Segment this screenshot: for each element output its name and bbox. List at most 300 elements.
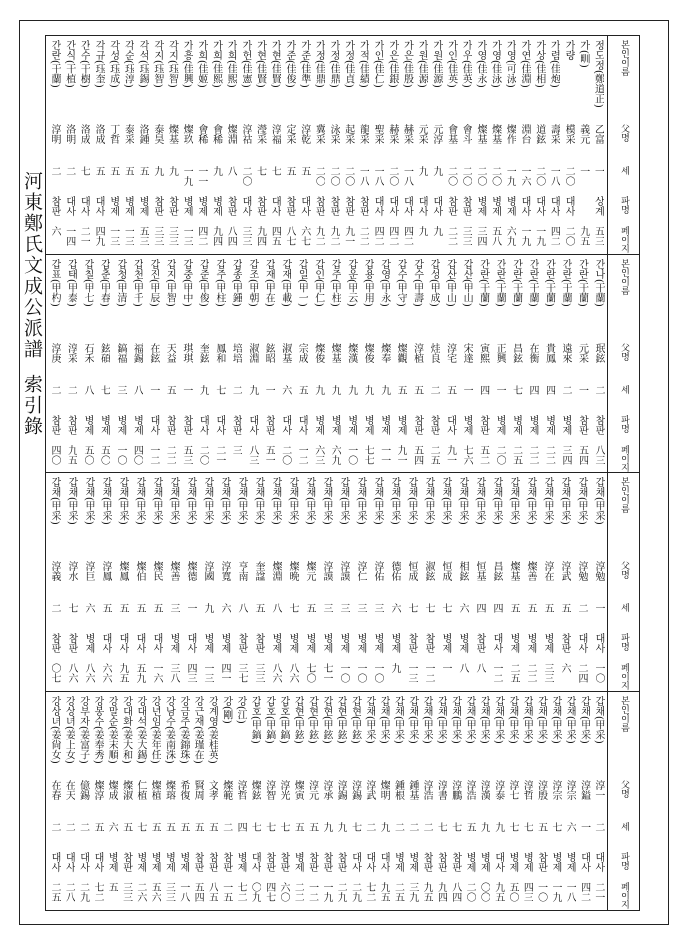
entry-name: 갑현(甲鉉) [349, 695, 361, 744]
father-name: 昌鉉 [491, 561, 502, 581]
page-number: 七一 [321, 663, 332, 683]
generation: 三 [338, 603, 349, 613]
column-header [607, 36, 639, 254]
branch-name: 참판 [164, 414, 176, 435]
generation: 五 [164, 384, 176, 395]
header-label: 세 [619, 821, 629, 831]
generation: 一 [263, 384, 275, 395]
index-entry [120, 692, 133, 911]
father-name: 賢周 [192, 779, 204, 800]
entry-name: 갑채(甲采) [474, 477, 485, 525]
generation: 九 [416, 166, 428, 176]
page-number: 一三 [107, 226, 119, 246]
index-entry [303, 473, 316, 691]
page-number: 四二 [548, 226, 560, 246]
page-number: 五三 [180, 444, 192, 465]
generation: 二〇 [460, 166, 472, 186]
branch-name: 병제 [195, 196, 207, 216]
page-number: 五二 [477, 444, 489, 465]
branch-name: 참판 [313, 196, 325, 216]
branch-name: 참판 [445, 196, 457, 216]
generation: 七 [98, 384, 110, 395]
entry-name: 갑일(甲一) [296, 258, 308, 307]
page-number: 四一 [219, 663, 230, 683]
index-entry [541, 473, 554, 691]
index-entry [136, 36, 149, 254]
generation: 七 [349, 821, 361, 832]
header-label: 본인이름 [619, 258, 629, 295]
father-name: 燦成 [106, 779, 118, 800]
entry-name: 갑조(甲朝) [246, 258, 258, 307]
generation: 五 [149, 821, 161, 832]
father-name: 遠來 [560, 342, 572, 363]
father-name: 泰采 [122, 124, 134, 144]
entry-name: 가(甽) [577, 40, 589, 68]
page-number: 一九 [549, 881, 561, 902]
column-header [607, 473, 639, 691]
entry-name: 가적(佳績) [357, 40, 369, 88]
entry-name: 각석(珏錫) [137, 40, 149, 88]
father-name: 淳謨 [338, 561, 349, 581]
father-name: 模采 [563, 124, 575, 144]
entry-name: 가현(佳賢) [254, 40, 266, 88]
father-name: 鉉昭 [263, 342, 275, 363]
entry-name: 가희(佳熙) [225, 40, 237, 88]
header-label: 父명 [619, 561, 629, 579]
header-label: 세 [619, 166, 629, 175]
index-entry [563, 692, 576, 911]
father-name: 燦淵 [270, 561, 281, 581]
branch-name: 병제 [107, 196, 119, 216]
generation: 一九 [181, 166, 193, 186]
father-name: 淳庚 [49, 342, 60, 363]
branch-name: 대사 [63, 851, 75, 872]
page-number: 八四 [449, 881, 461, 902]
index-entry [114, 255, 127, 473]
index-entry [361, 255, 374, 473]
index-entry [77, 36, 90, 254]
branch-name: 병제 [321, 633, 332, 653]
father-name: 燦晩 [287, 561, 298, 581]
page-number: 六九 [504, 226, 516, 246]
entry-name: 강상녀(姜尙女) [49, 695, 60, 764]
page-number: 四二 [195, 226, 207, 246]
page-number: 三三 [253, 663, 264, 683]
branch-name: 참판 [254, 196, 266, 216]
page-number: 一〇 [338, 663, 349, 683]
entry-name: 가인(佳英) [445, 40, 457, 88]
index-entry [420, 692, 433, 911]
index-entry [463, 692, 476, 911]
branch-name: 병제 [210, 196, 222, 216]
entry-name: 가정(佳鼎) [313, 40, 325, 88]
index-entry [577, 36, 590, 254]
father-name: 赫采 [386, 124, 398, 144]
father-name: 洛成 [93, 124, 105, 144]
generation: 七 [254, 166, 266, 176]
father-name: 在鉉 [147, 342, 159, 363]
branch-name: 대사 [147, 414, 159, 435]
entry-name: 갑청(甲清) [114, 258, 126, 307]
generation: 五 [100, 603, 111, 613]
header-label: 페이지 [619, 226, 629, 253]
branch-name: 참판 [225, 196, 237, 216]
father-name: 淳書 [435, 779, 447, 800]
father-name: 淳元 [306, 779, 318, 800]
generation: 五 [122, 166, 134, 176]
header-label: 본인이름 [619, 477, 629, 513]
generation: 四 [474, 603, 485, 613]
generation: 五 [525, 603, 536, 613]
generation: 四 [543, 384, 555, 395]
page-number: 五三 [592, 226, 604, 246]
page-number: 九 [389, 663, 400, 673]
father-name: 燦民 [151, 561, 162, 581]
generation: 七 [435, 821, 447, 832]
father-name: 寅熙 [477, 342, 489, 363]
page-number: 七〇 [304, 663, 315, 683]
entry-name: 가희(佳姬) [195, 40, 207, 88]
branch-name: 병제 [312, 414, 324, 435]
entry-name: 간란(干蘭) [576, 258, 588, 307]
index-entry [180, 36, 193, 254]
father-name: 珉鉉 [592, 342, 604, 363]
branch-name: 병제 [507, 851, 518, 872]
branch-name: 참판 [421, 851, 433, 872]
index-entry [591, 36, 604, 254]
page-number: 九四 [435, 881, 447, 902]
generation: 二〇 [474, 166, 486, 186]
entry-name: 갑채(甲采) [270, 477, 281, 525]
index-entry [493, 255, 506, 473]
branch-name: 병제 [163, 851, 175, 872]
father-name: 會基 [445, 124, 457, 144]
father-name: 泳采 [328, 124, 340, 144]
father-name: 奎諡 [253, 561, 264, 581]
index-entry [312, 36, 325, 254]
index-entry [92, 36, 105, 254]
page-number: 二二 [525, 663, 536, 683]
entry-name: 간란(干蘭) [494, 258, 506, 307]
branch-name: 대사 [269, 196, 281, 216]
branch-name: 병제 [134, 851, 146, 872]
index-entry [150, 473, 163, 691]
branch-name: 병제 [406, 851, 418, 872]
entry-name: 갑채(甲采) [355, 477, 366, 525]
father-name: 燦奉 [378, 342, 390, 363]
father-name: 燦瑢 [163, 779, 175, 800]
generation: 七 [510, 384, 522, 395]
page-number: 七二 [91, 881, 103, 902]
generation: 二〇 [386, 166, 398, 186]
index-entry [177, 692, 190, 911]
branch-name: 대사 [239, 196, 251, 216]
page-number: 一三 [202, 663, 213, 683]
branch-name: 대사 [592, 851, 604, 872]
generation: 七 [406, 603, 417, 613]
index-entry [63, 36, 76, 254]
header-label: 父명 [619, 342, 629, 361]
entry-name: 갑산(甲山) [461, 258, 473, 307]
entry-name: 갑채(甲采) [378, 695, 390, 744]
page-number: 〇七 [49, 663, 60, 683]
father-name: 洛鍾 [137, 124, 149, 144]
page-number: 八 [474, 663, 485, 673]
index-entry [415, 36, 428, 254]
page-number: 七二 [363, 881, 375, 902]
page-number: 五六 [149, 881, 161, 902]
entry-name: 갑채(甲采) [406, 695, 418, 744]
index-entry [460, 255, 473, 473]
entry-name: 가희(佳熙) [210, 40, 222, 88]
header-label: 파명 [619, 414, 629, 433]
entry-name: 갑용(甲用) [362, 258, 374, 307]
generation: 二〇 [489, 166, 501, 186]
father-name: 亨南 [236, 561, 247, 581]
father-name: 元采 [416, 124, 428, 144]
branch-name: 참판 [253, 633, 264, 653]
entry-name: 가원(佳源) [416, 40, 428, 88]
branch-name: 대사 [134, 633, 145, 653]
generation: 七 [440, 603, 451, 613]
entry-name: 갑채(甲采) [578, 695, 590, 744]
index-entry [392, 692, 405, 911]
entry-name: 갑성(甲成) [428, 258, 440, 307]
generation: 九 [345, 384, 357, 395]
index-entry [558, 473, 571, 691]
father-name: 鳳和 [213, 342, 225, 363]
entry-name: 간란(干蘭) [477, 258, 489, 307]
father-name: 燦基 [508, 561, 519, 581]
generation: 七 [549, 821, 561, 832]
index-entry [99, 473, 112, 691]
father-name: 淳勉 [593, 561, 604, 581]
entry-name: 강근재(姜瑾在) [192, 695, 204, 764]
index-entry [234, 692, 247, 911]
branch-name: 대사 [578, 851, 590, 872]
father-name: 石禾 [81, 342, 93, 363]
branch-name: 대사 [151, 633, 162, 653]
generation: 五 [298, 166, 310, 176]
page-number: 一三 [181, 226, 193, 246]
page-number: 二〇 [494, 444, 506, 465]
generation: 三 [372, 603, 383, 613]
generation: 六 [457, 603, 468, 613]
index-entry [210, 36, 223, 254]
page-number: 二一 [78, 226, 90, 246]
page-number: 五一 [263, 444, 275, 465]
branch-name: 병제 [137, 196, 149, 216]
entry-name: 갑칠(甲七) [81, 258, 93, 307]
father-name: 淳泰 [492, 779, 504, 800]
index-entry [48, 473, 61, 691]
entry-name: 갑채(甲采) [100, 477, 111, 525]
index-entry [327, 36, 340, 254]
page-number: 九五 [378, 881, 390, 902]
page-number: 三四 [474, 226, 486, 246]
generation: 七 [287, 603, 298, 613]
index-entry [386, 36, 399, 254]
generation: 二 [49, 603, 60, 613]
generation: 六 [106, 821, 118, 832]
branch-name: 참판 [559, 633, 570, 653]
father-name: 洛成 [78, 124, 90, 144]
father-name: 淳宗 [549, 779, 561, 800]
index-entry [405, 473, 418, 691]
branch-name: 병제 [345, 414, 357, 435]
index-entry [312, 255, 325, 473]
index-entry [263, 692, 276, 911]
branch-name: 대사 [77, 851, 89, 872]
father-name: 鎬福 [114, 342, 126, 363]
page-number: 三四 [560, 444, 572, 465]
generation: 八 [270, 603, 281, 613]
entry-name: 갑채(甲采) [304, 477, 315, 525]
generation: 一 [592, 166, 604, 176]
branch-name: 참판 [206, 851, 218, 872]
page-number: 一三 [122, 226, 134, 246]
branch-name: 대사 [491, 633, 502, 653]
generation: 二〇 [239, 166, 251, 186]
index-entry [48, 692, 61, 911]
branch-name: 병제 [122, 196, 134, 216]
index-entry [576, 255, 589, 473]
page-number: 六九 [329, 444, 341, 465]
generation: 二〇 [563, 166, 575, 186]
branch-name: 병제 [440, 633, 451, 653]
father-name: 淳哲 [521, 779, 533, 800]
father-name: 燦作 [504, 124, 516, 144]
branch-name: 참판 [180, 414, 192, 435]
index-entry [163, 255, 176, 473]
page-number: 五四 [192, 881, 204, 902]
header-label: 본인이름 [619, 695, 629, 732]
entry-name: 각순(珏淳) [122, 40, 134, 88]
branch-name: 병제 [521, 851, 533, 872]
father-name: 道鉉 [533, 124, 545, 144]
generation: 五 [395, 384, 407, 395]
generation: 七 [249, 821, 261, 832]
generation: 五 [411, 384, 423, 395]
page-number: 一二 [491, 663, 502, 683]
entry-name: 갑채(甲采) [564, 695, 576, 744]
index-entry [354, 473, 367, 691]
index-entry [235, 473, 248, 691]
entry-name: 갑춘(甲春) [98, 258, 110, 307]
branch-name: 상계 [592, 196, 604, 216]
entry-name: 갑채(甲采) [593, 477, 604, 525]
column-header [607, 692, 639, 911]
father-name: 燦元 [304, 561, 315, 581]
page-number: 三三 [239, 226, 251, 246]
index-entry [239, 36, 252, 254]
page-number: 八六 [66, 663, 77, 683]
entry-name: 갑인(甲仁) [312, 258, 324, 307]
index-entry [163, 692, 176, 911]
branch-name: 참판 [477, 414, 489, 435]
father-name: 在天 [63, 779, 75, 800]
branch-name: 참판 [335, 851, 347, 872]
page-number: 八三 [592, 444, 604, 465]
branch-name: 참판 [428, 414, 440, 435]
index-block [46, 473, 639, 692]
branch-name: 참판 [576, 414, 588, 435]
entry-name: 갑호(甲鎬) [263, 695, 275, 744]
page-number: 三三 [120, 881, 132, 902]
entry-name: 갑채(甲采) [464, 695, 476, 744]
branch-name: 병제 [131, 414, 143, 435]
entry-name: 갑진(甲辰) [147, 258, 159, 307]
branch-name: 대사 [296, 414, 308, 435]
branch-name: 참판 [49, 196, 60, 216]
index-entry [411, 255, 424, 473]
page-number: 九 [430, 226, 442, 236]
entry-name: 갑채(甲采) [521, 695, 533, 744]
page-number: 二二 [164, 444, 176, 465]
entry-name: 갑현(甲鉉) [320, 695, 332, 744]
index-entry [320, 692, 333, 911]
branch-name: 대사 [63, 196, 75, 216]
generation: 四 [527, 384, 539, 395]
father-name: 淳殷 [535, 779, 547, 800]
entry-name: 갑채(甲采) [440, 477, 451, 525]
page-number: 二八 [63, 881, 75, 902]
index-entry [180, 255, 193, 473]
branch-name: 참판 [357, 196, 369, 216]
branch-name: 병제 [372, 633, 383, 653]
index-entry [306, 692, 319, 911]
entry-name: 갑채(甲采) [421, 695, 433, 744]
generation: 三 [355, 603, 366, 613]
generation: 一 [577, 166, 589, 176]
page-number: 九一 [395, 444, 407, 465]
generation: 四 [477, 384, 489, 395]
index-entry [291, 692, 304, 911]
index-entry [134, 692, 147, 911]
index-entry [371, 473, 384, 691]
page-number: 五〇 [98, 444, 110, 465]
branch-name: 병제 [304, 633, 315, 653]
entry-name: 갑현(甲鉉) [335, 695, 347, 744]
father-name: 淳鎰 [578, 779, 590, 800]
branch-name: 병제 [202, 633, 213, 653]
branch-name: 참판 [284, 196, 295, 216]
generation: 七 [134, 821, 146, 832]
page-number: 二〇 [197, 444, 209, 465]
branch-name: 대사 [78, 196, 90, 216]
branch-name: 참판 [220, 851, 232, 872]
entry-name: 강년임(姜年任) [149, 695, 161, 764]
index-entry [439, 473, 452, 691]
generation: 五 [134, 603, 145, 613]
entry-name: 갑준(甲俊) [197, 258, 209, 307]
entry-name: 강계영(姜桂英) [206, 695, 218, 764]
branch-name: 참판 [411, 414, 423, 435]
father-name: 淳錫 [349, 779, 361, 800]
page-number: 六 [559, 663, 570, 673]
generation: 六 [219, 603, 230, 613]
branch-name: 병제 [527, 414, 539, 435]
generation: 二 [406, 821, 418, 832]
index-entry [196, 255, 209, 473]
entry-name: 간란(干蘭) [49, 40, 60, 88]
generation: 二 [49, 821, 60, 832]
generation: 五 [91, 821, 103, 832]
genealogy-title: 河東鄭氏文成公派譜 [21, 171, 43, 360]
index-entry [116, 473, 129, 691]
page-number: 九五 [421, 881, 433, 902]
generation: 二〇 [342, 166, 354, 186]
